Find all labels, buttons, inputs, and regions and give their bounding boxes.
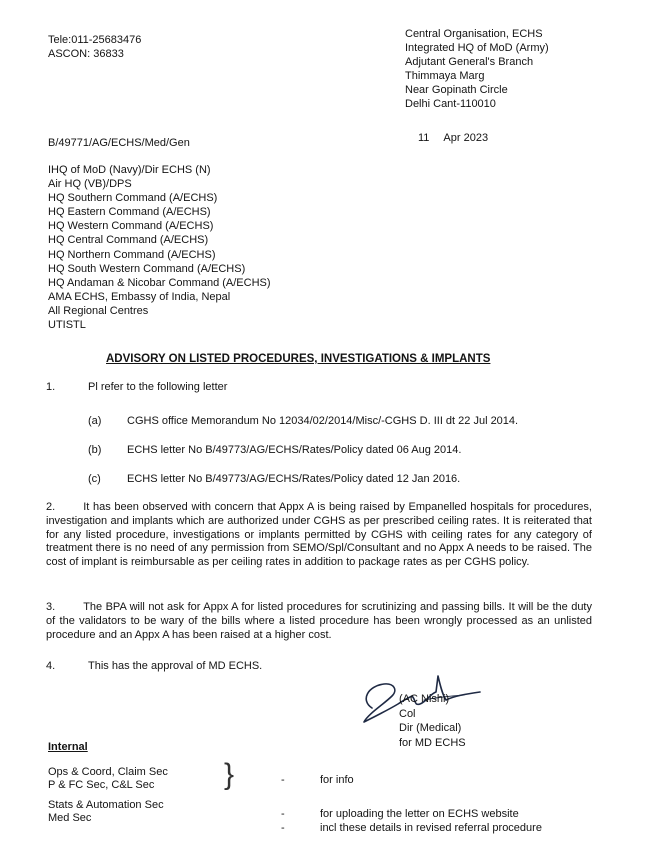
internal-recipient: Stats & Automation Sec xyxy=(48,799,164,811)
org-line: Thimmaya Marg xyxy=(405,70,485,82)
addressee: HQ Central Command (A/ECHS) xyxy=(48,234,209,247)
para-4-number: 4. xyxy=(46,660,56,672)
addressee: UTISTL xyxy=(48,319,86,332)
ref-item-a-text: CGHS office Memorandum No 12034/02/2014/Misc/-CGHS D. III dt 22 Jul 2014. xyxy=(127,415,519,427)
ref-item-b-text: ECHS letter No B/49773/AG/ECHS/Rates/Policy dated 06 Aug 2014. xyxy=(127,444,462,456)
internal-recipient: Med Sec xyxy=(48,812,92,824)
internal-recipient: Ops & Coord, Claim Sec xyxy=(48,766,168,778)
tele-number: Tele:011-25683476 xyxy=(48,34,142,46)
ref-item-a-label: (a) xyxy=(88,415,102,427)
date-day: 11 xyxy=(418,132,430,144)
dash-separator: - xyxy=(281,822,285,834)
signatory-name: (AC Nishi) xyxy=(399,693,450,705)
para-2-number: 2. xyxy=(46,501,56,513)
addressee: HQ South Western Command (A/ECHS) xyxy=(48,262,246,275)
ref-item-b-label: (b) xyxy=(88,444,102,456)
internal-recipient: P & FC Sec, C&L Sec xyxy=(48,779,155,791)
addressee: HQ Eastern Command (A/ECHS) xyxy=(48,206,211,219)
dash-separator: - xyxy=(281,808,285,820)
para-3 xyxy=(46,601,592,642)
addressee: HQ Southern Command (A/ECHS) xyxy=(48,192,218,205)
addressee: AMA ECHS, Embassy of India, Nepal xyxy=(48,290,231,303)
signature-block xyxy=(399,692,466,750)
org-line: Delhi Cant-110010 xyxy=(405,98,496,110)
addressee: HQ Andaman & Nicobar Command (A/ECHS) xyxy=(48,276,271,289)
addressee: Air HQ (VB)/DPS xyxy=(48,178,132,191)
addressee: IHQ of MoD (Navy)/Dir ECHS (N) xyxy=(48,164,211,176)
date-month-year: Apr 2023 xyxy=(443,132,489,144)
addressee: All Regional Centres xyxy=(48,304,149,317)
para-3-number: 3. xyxy=(46,601,56,613)
internal-group-2 xyxy=(48,799,164,825)
internal-action: for info xyxy=(320,774,354,786)
signatory-for: for MD ECHS xyxy=(399,736,466,749)
org-line: Near Gopinath Circle xyxy=(405,84,508,96)
ascon-number: ASCON: 36833 xyxy=(48,48,124,60)
para-3-text: The BPA will not ask for Appx A for listed procedures for scrutinizing and passing bills. It will be the duty of the validators to be wary of the bills where a listed procedure has been wrongly processed as an unlisted procedure and an Appx A has been raised at a higher cost. xyxy=(46,601,592,641)
org-line: Adjutant General's Branch xyxy=(405,56,534,68)
internal-action: for uploading the letter on ECHS website xyxy=(320,808,519,820)
internal-heading: Internal xyxy=(48,741,88,753)
brace-icon: } xyxy=(224,758,235,791)
dash-separator: - xyxy=(281,774,285,786)
org-line: Integrated HQ of MoD (Army) xyxy=(405,42,549,54)
reference-number: B/49771/AG/ECHS/Med/Gen xyxy=(48,137,190,149)
letter-date xyxy=(418,131,488,145)
addressee: HQ Western Command (A/ECHS) xyxy=(48,220,214,233)
signatory-designation: Dir (Medical) xyxy=(399,722,462,734)
para-2-text: It has been observed with concern that Appx A is being raised by Empanelled hospitals for procedures, investigation and implants which are authorized under CGHS as per prescribed ceiling rates. It is reiterated that for any listed procedure, investigations or implants permitted by CGHS with ceiling rates for any category of treatment there is no need of any permission from SEMO/Spl/Consultant and no Appx A needs to be raised. The cost of implant is reimbursable as per ceiling rates in addition to package rates as per CGHS policy. xyxy=(46,501,592,569)
org-address xyxy=(405,27,549,111)
ref-item-c-text: ECHS letter No B/49773/AG/ECHS/Rates/Policy dated 12 Jan 2016. xyxy=(127,473,461,485)
para-1-text: Pl refer to the following letter xyxy=(88,381,228,393)
letter-title: ADVISORY ON LISTED PROCEDURES, INVESTIGATIONS & IMPLANTS xyxy=(106,353,491,365)
para-4-text: This has the approval of MD ECHS. xyxy=(88,660,263,672)
addressee: HQ Northern Command (A/ECHS) xyxy=(48,248,216,261)
para-1-number: 1. xyxy=(46,381,56,393)
internal-group-1 xyxy=(48,766,168,792)
internal-action: incl these details in revised referral procedure xyxy=(320,822,542,834)
para-2 xyxy=(46,501,592,570)
ref-item-c-label: (c) xyxy=(88,473,101,485)
signatory-rank: Col xyxy=(399,707,416,720)
org-line: Central Organisation, ECHS xyxy=(405,28,543,40)
addressee-list xyxy=(48,163,271,332)
